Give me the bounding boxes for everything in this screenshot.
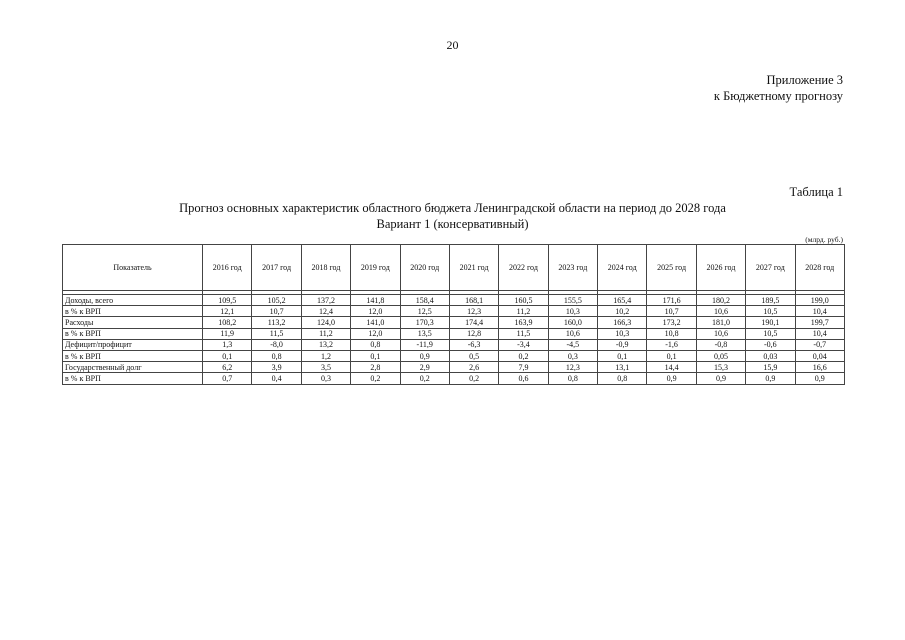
table-title-line-1: Прогноз основных характеристик областного бюджета Ленинградской области на период до 2028 года [179, 201, 726, 215]
table-cell: -4,5 [548, 339, 597, 350]
table-cell: 141,8 [351, 295, 400, 306]
table-cell: 0,3 [548, 350, 597, 361]
unit-note: (млрд. руб.) [805, 235, 843, 244]
table-cell: 2,6 [449, 362, 498, 373]
table-cell: 199,7 [795, 317, 845, 328]
appendix-line-1: Приложение 3 [766, 73, 843, 87]
table-cell: -1,6 [647, 339, 696, 350]
table-cell: 0,03 [746, 350, 795, 361]
table-cell: 10,7 [252, 306, 301, 317]
table-cell: -0,7 [795, 339, 845, 350]
table-row [63, 328, 845, 339]
table-cell: 108,2 [203, 317, 252, 328]
table-header-row [63, 245, 845, 291]
table-cell: 11,5 [252, 328, 301, 339]
table-cell: 1,2 [301, 350, 350, 361]
header-year: 2017 год [252, 245, 301, 291]
table-cell: 3,9 [252, 362, 301, 373]
table-cell: 0,4 [252, 373, 301, 384]
table-cell: 12,3 [449, 306, 498, 317]
table-cell: 180,2 [696, 295, 745, 306]
table-cell: 160,5 [499, 295, 548, 306]
table-cell: -8,0 [252, 339, 301, 350]
table-row [63, 339, 845, 350]
table-cell: 12,0 [351, 306, 400, 317]
table-cell: 11,5 [499, 328, 548, 339]
table-cell: 168,1 [449, 295, 498, 306]
table-cell: 113,2 [252, 317, 301, 328]
table-cell: -3,4 [499, 339, 548, 350]
budget-forecast-table [62, 244, 845, 385]
table-cell: 160,0 [548, 317, 597, 328]
table-title [0, 200, 905, 232]
table-cell: 0,9 [746, 373, 795, 384]
table-cell: 173,2 [647, 317, 696, 328]
table-cell: 0,1 [598, 350, 647, 361]
row-label: Расходы [63, 317, 203, 328]
table-cell: 163,9 [499, 317, 548, 328]
table-cell: 0,2 [499, 350, 548, 361]
table-cell: 137,2 [301, 295, 350, 306]
header-year: 2021 год [449, 245, 498, 291]
table-cell: 0,1 [647, 350, 696, 361]
table-cell: 181,0 [696, 317, 745, 328]
header-year: 2023 год [548, 245, 597, 291]
table-cell: 12,5 [400, 306, 449, 317]
table-label: Таблица 1 [789, 185, 843, 199]
table-cell: 199,0 [795, 295, 845, 306]
table-cell: 12,8 [449, 328, 498, 339]
table-cell: 15,3 [696, 362, 745, 373]
row-label: в % к ВРП [63, 306, 203, 317]
table-cell: 12,0 [351, 328, 400, 339]
header-year: 2019 год [351, 245, 400, 291]
table-cell: 13,1 [598, 362, 647, 373]
header-year: 2027 год [746, 245, 795, 291]
table-cell: 170,3 [400, 317, 449, 328]
table-cell: 11,9 [203, 328, 252, 339]
table-cell: 0,2 [351, 373, 400, 384]
table-row [63, 295, 845, 306]
row-label: Дефицит/профицит [63, 339, 203, 350]
table-cell: 0,8 [598, 373, 647, 384]
table-cell: 0,1 [203, 350, 252, 361]
table-title-line-2: Вариант 1 (консервативный) [376, 217, 529, 231]
table-cell: 124,0 [301, 317, 350, 328]
table-cell: 10,6 [696, 306, 745, 317]
header-year: 2024 год [598, 245, 647, 291]
header-year: 2025 год [647, 245, 696, 291]
table-cell: 171,6 [647, 295, 696, 306]
table-cell: 0,9 [795, 373, 845, 384]
table-cell: 105,2 [252, 295, 301, 306]
table-cell: 166,3 [598, 317, 647, 328]
row-label: в % к ВРП [63, 373, 203, 384]
page-number: 20 [446, 38, 459, 52]
table-cell: 14,4 [647, 362, 696, 373]
table-row [63, 373, 845, 384]
header-year: 2016 год [203, 245, 252, 291]
row-label: Доходы, всего [63, 295, 203, 306]
table-cell: 0,6 [499, 373, 548, 384]
table-cell: 2,9 [400, 362, 449, 373]
table-cell: -11,9 [400, 339, 449, 350]
table-cell: 15,9 [746, 362, 795, 373]
table-cell: 10,7 [647, 306, 696, 317]
table-cell: 0,3 [301, 373, 350, 384]
table-cell: 10,5 [746, 328, 795, 339]
table-cell: 10,6 [548, 328, 597, 339]
row-label: в % к ВРП [63, 350, 203, 361]
table-cell: 190,1 [746, 317, 795, 328]
table-cell: 0,05 [696, 350, 745, 361]
row-label: в % к ВРП [63, 328, 203, 339]
table-cell: 155,5 [548, 295, 597, 306]
table-cell: 10,6 [696, 328, 745, 339]
table-cell: -0,6 [746, 339, 795, 350]
table-cell: 10,4 [795, 306, 845, 317]
table-cell: 0,8 [252, 350, 301, 361]
table-row [63, 317, 845, 328]
table-cell: 0,9 [696, 373, 745, 384]
table-cell: 3,5 [301, 362, 350, 373]
table-cell: -6,3 [449, 339, 498, 350]
table-cell: 1,3 [203, 339, 252, 350]
table-cell: 13,2 [301, 339, 350, 350]
table-cell: 174,4 [449, 317, 498, 328]
row-label: Государственный долг [63, 362, 203, 373]
header-year: 2020 год [400, 245, 449, 291]
table-cell: 0,8 [351, 339, 400, 350]
table-cell: 12,1 [203, 306, 252, 317]
table-cell: 10,5 [746, 306, 795, 317]
table-cell: 11,2 [301, 328, 350, 339]
table-cell: 0,8 [548, 373, 597, 384]
table-cell: 158,4 [400, 295, 449, 306]
table-cell: 12,4 [301, 306, 350, 317]
header-year: 2028 год [795, 245, 845, 291]
table-cell: 13,5 [400, 328, 449, 339]
table-cell: 10,2 [598, 306, 647, 317]
table-cell: -0,9 [598, 339, 647, 350]
table-cell: 189,5 [746, 295, 795, 306]
table-cell: 109,5 [203, 295, 252, 306]
table-cell: 12,3 [548, 362, 597, 373]
table-cell: 16,6 [795, 362, 845, 373]
table-cell: 0,2 [449, 373, 498, 384]
table-cell: 0,9 [400, 350, 449, 361]
table-cell: 0,1 [351, 350, 400, 361]
table-row [63, 350, 845, 361]
table-cell: 10,8 [647, 328, 696, 339]
table-cell: 0,04 [795, 350, 845, 361]
table-cell: 0,5 [449, 350, 498, 361]
table-cell: 11,2 [499, 306, 548, 317]
table-cell: 6,2 [203, 362, 252, 373]
table-cell: 0,2 [400, 373, 449, 384]
table-cell: 165,4 [598, 295, 647, 306]
table-cell: 10,3 [598, 328, 647, 339]
table-cell: 2,8 [351, 362, 400, 373]
table-cell: 7,9 [499, 362, 548, 373]
table-cell: 10,4 [795, 328, 845, 339]
table-cell: 0,9 [647, 373, 696, 384]
table-cell: 10,3 [548, 306, 597, 317]
header-year: 2026 год [696, 245, 745, 291]
table-cell: 0,7 [203, 373, 252, 384]
appendix-line-2: к Бюджетному прогнозу [713, 89, 843, 103]
header-indicator: Показатель [63, 245, 203, 291]
header-year: 2018 год [301, 245, 350, 291]
table-row [63, 362, 845, 373]
appendix-note [714, 72, 843, 104]
table-row [63, 306, 845, 317]
header-year: 2022 год [499, 245, 548, 291]
table-cell: 141,0 [351, 317, 400, 328]
table-cell: -0,8 [696, 339, 745, 350]
